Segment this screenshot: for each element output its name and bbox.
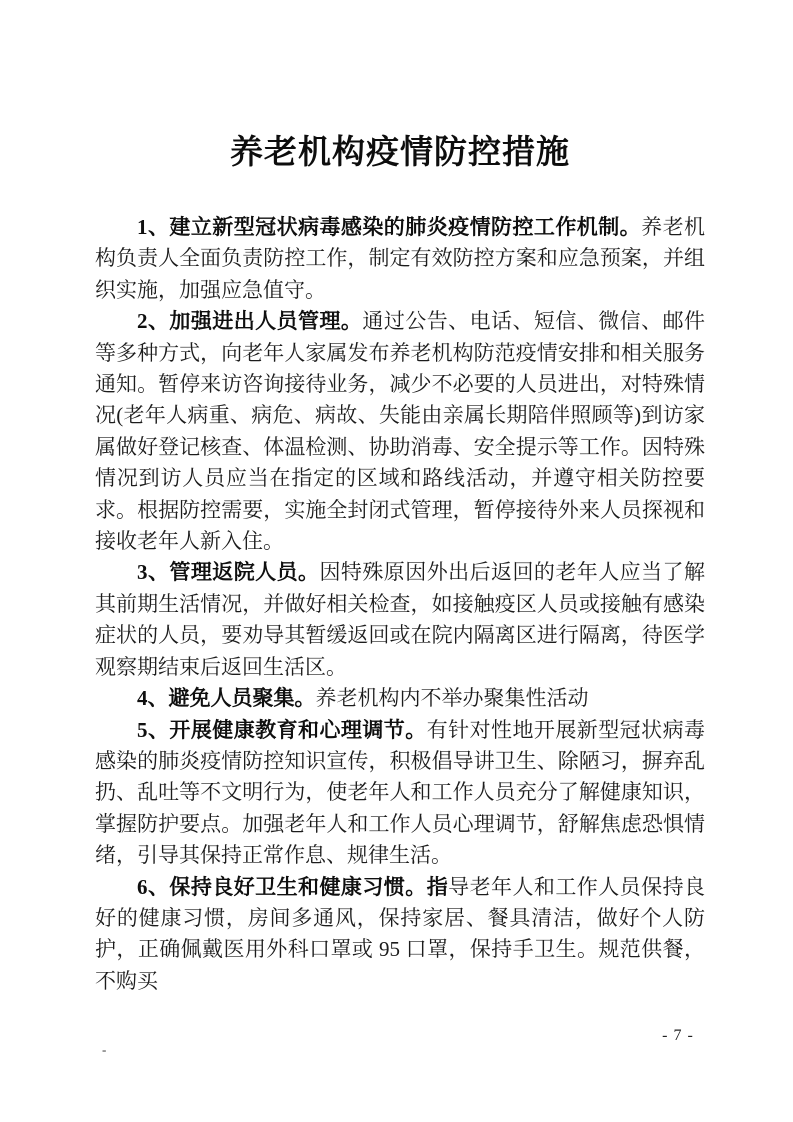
paragraph-4-text: 养老机构内不举办聚集性活动 <box>315 686 589 711</box>
paragraph-3 <box>95 557 705 683</box>
paragraph-3-text: 因特殊原因外出后返回的老年人应当了解其前期生活情况，并做好相关检查，如接触疫区人员或接触有感染症状的人员，要劝导其暂缓返回或在院内隔离区进行隔离，待医学观察期结束后返回生活区。 <box>95 560 706 679</box>
paragraph-5 <box>95 715 705 872</box>
footer-dash-mark: - <box>102 1042 107 1057</box>
paragraph-1-heading: 1、建立新型冠状病毒感染的肺炎疫情防控工作机制。 <box>137 215 642 239</box>
paragraph-6-text: 导老年人和工作人员保持良好的健康习惯，房间多通风，保持家居、餐具清洁，做好个人防护，正确佩戴医用外科口罩或 95 口罩，保持手卫生。规范供餐，不购买 <box>95 874 706 993</box>
paragraph-2 <box>95 306 705 557</box>
document-content <box>95 133 705 997</box>
paragraph-4-heading: 4、避免人员聚集。 <box>137 686 316 711</box>
paragraph-6 <box>95 872 705 998</box>
paragraph-6-heading: 6、保持良好卫生和健康习惯。指 <box>137 874 449 899</box>
paragraph-3-heading: 3、管理返院人员。 <box>137 560 320 585</box>
document-title: 养老机构疫情防控措施 <box>230 135 570 171</box>
page-number: - 7 - <box>662 1027 694 1044</box>
paragraph-4 <box>95 683 705 714</box>
paragraph-2-heading: 2、加强进出人员管理。 <box>137 309 363 334</box>
paragraph-5-text: 有针对性地开展新型冠状病毒感染的肺炎疫情防控知识宣传，积极倡导讲卫生、除陋习，摒弃乱扔、乱吐等不文明行为，使老年人和工作人员充分了解健康知识，掌握防护要点。加强老年人和工作人员心理调节，舒解焦虑恐惧情绪，引导其保持正常作息、规律生活。 <box>95 717 706 868</box>
paragraph-2-text: 通过公告、电话、短信、微信、邮件等多种方式，向老年人家属发布养老机构防范疫情安排和相关服务通知。暂停来访咨询接待业务，减少不必要的人员进出，对特殊情况(老年人病重、病危、病故、失能由亲属长期陪伴照顾等)到访家属做好登记核查、体温检测、协助消毒、安全提示等工作。因特殊情况到访人员应当在指定的区域和路线活动，并遵守相关防控要求。根据防控需要，实施全封闭式管理，暂停接待外来人员探视和接收老年人新入住。 <box>95 309 706 554</box>
paragraph-5-heading: 5、开展健康教育和心理调节。 <box>137 717 427 742</box>
paragraph-1 <box>95 212 705 306</box>
paragraph-1-text: 养老机构负责人全面负责防控工作，制定有效防控方案和应急预案，并组织实施，加强应急值守。 <box>95 215 706 302</box>
